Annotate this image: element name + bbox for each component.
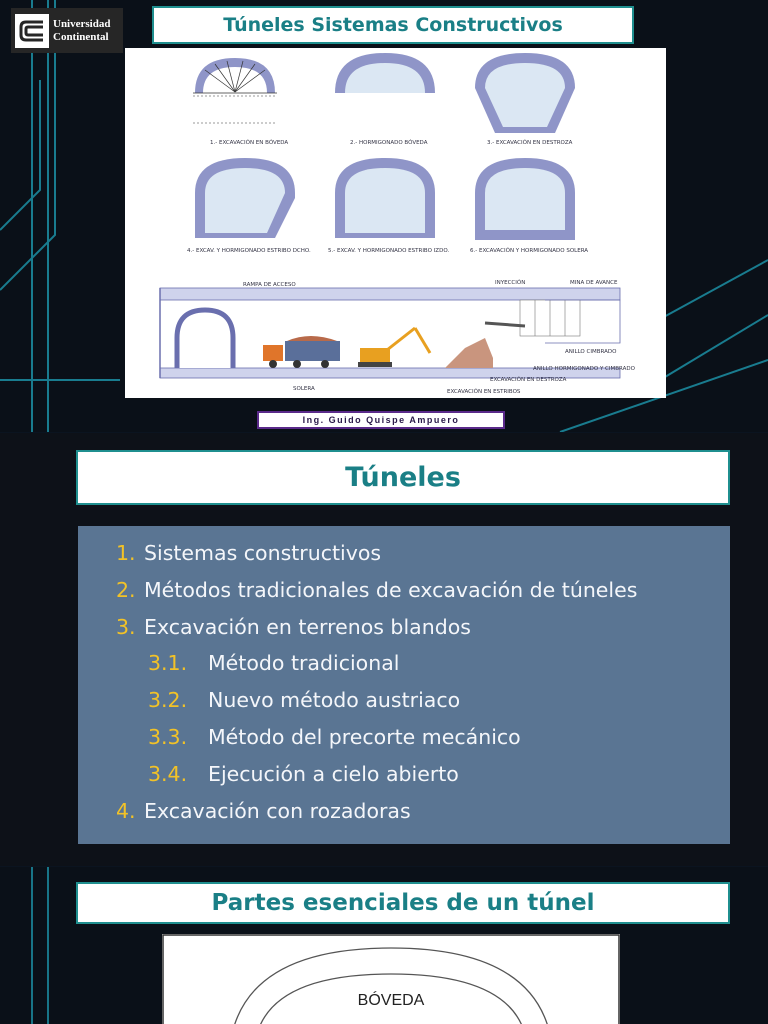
stage-5-diagram bbox=[335, 158, 435, 238]
label-rampa: RAMPA DE ACCESO bbox=[243, 282, 296, 288]
tunnel-diagram bbox=[125, 48, 666, 398]
list-item: 2. Métodos tradicionales de excavación de túneles bbox=[116, 577, 638, 602]
stage-3-diagram bbox=[475, 53, 575, 133]
tunnel-parts-figure bbox=[162, 934, 620, 1024]
caption-5: 5.- EXCAV. Y HORMIGONADO ESTRIBO IZDO. bbox=[328, 248, 450, 254]
slide3-title: Partes esenciales de un túnel bbox=[76, 882, 730, 924]
label-anillo-hormigonado: ANILLO HORMIGONADO Y CIMBRADO bbox=[533, 366, 635, 372]
caption-4: 4.- EXCAV. Y HORMIGONADO ESTRIBO DCHO. bbox=[187, 248, 311, 254]
list-item: 3.1. Método tradicional bbox=[148, 651, 400, 676]
slide2-title: Túneles bbox=[76, 450, 730, 505]
longitudinal-section bbox=[160, 288, 620, 378]
boveda-label: BÓVEDA bbox=[357, 992, 425, 1009]
list-item: 3.3. Método del precorte mecánico bbox=[148, 724, 521, 749]
label-mina: MINA DE AVANCE bbox=[570, 280, 618, 286]
continental-logo-icon bbox=[15, 14, 49, 48]
stage-2-diagram bbox=[335, 53, 435, 93]
caption-6: 6.- EXCAVACIÓN Y HORMIGONADO SOLERA bbox=[470, 248, 589, 254]
list-item: 3.2. Nuevo método austriaco bbox=[148, 688, 461, 713]
tunnel-construction-figure bbox=[125, 48, 666, 398]
slide-partes-tunel bbox=[0, 867, 768, 1024]
logo-line-2: Continental bbox=[53, 30, 109, 43]
slide1-title: Túneles Sistemas Constructivos bbox=[152, 6, 634, 44]
stage-1-diagram bbox=[193, 58, 277, 123]
label-inyeccion: INYECCIÓN bbox=[495, 280, 526, 286]
label-destroza: EXCAVACIÓN EN DESTROZA bbox=[490, 377, 567, 383]
label-anillo-cimbrado: ANILLO CIMBRADO bbox=[565, 349, 617, 355]
university-logo bbox=[11, 8, 123, 53]
list-item: 3.4. Ejecución a cielo abierto bbox=[148, 761, 459, 786]
tunnel-section-diagram bbox=[162, 934, 620, 1024]
caption-2: 2.- HORMIGONADO BÓVEDA bbox=[350, 140, 428, 146]
index-panel bbox=[78, 526, 730, 844]
label-estribos: EXCAVACIÓN EN ESTRIBOS bbox=[447, 389, 521, 395]
label-solera: SOLERA bbox=[293, 386, 315, 392]
index-list bbox=[116, 538, 637, 832]
caption-3: 3.- EXCAVACIÓN EN DESTROZA bbox=[487, 140, 573, 146]
list-item: 3. Excavación en terrenos blandos bbox=[116, 614, 471, 639]
slide-sistemas-constructivos bbox=[0, 0, 768, 432]
list-item: 4. Excavación con rozadoras bbox=[116, 798, 411, 823]
author-credit: Ing. Guido Quispe Ampuero bbox=[257, 411, 505, 429]
list-item: 1. Sistemas constructivos bbox=[116, 541, 382, 565]
stage-4-diagram bbox=[195, 158, 295, 238]
logo-line-1: Universidad bbox=[53, 17, 111, 30]
caption-1: 1.- EXCAVACIÓN EN BÓVEDA bbox=[210, 140, 289, 146]
stage-6-diagram bbox=[475, 158, 575, 240]
